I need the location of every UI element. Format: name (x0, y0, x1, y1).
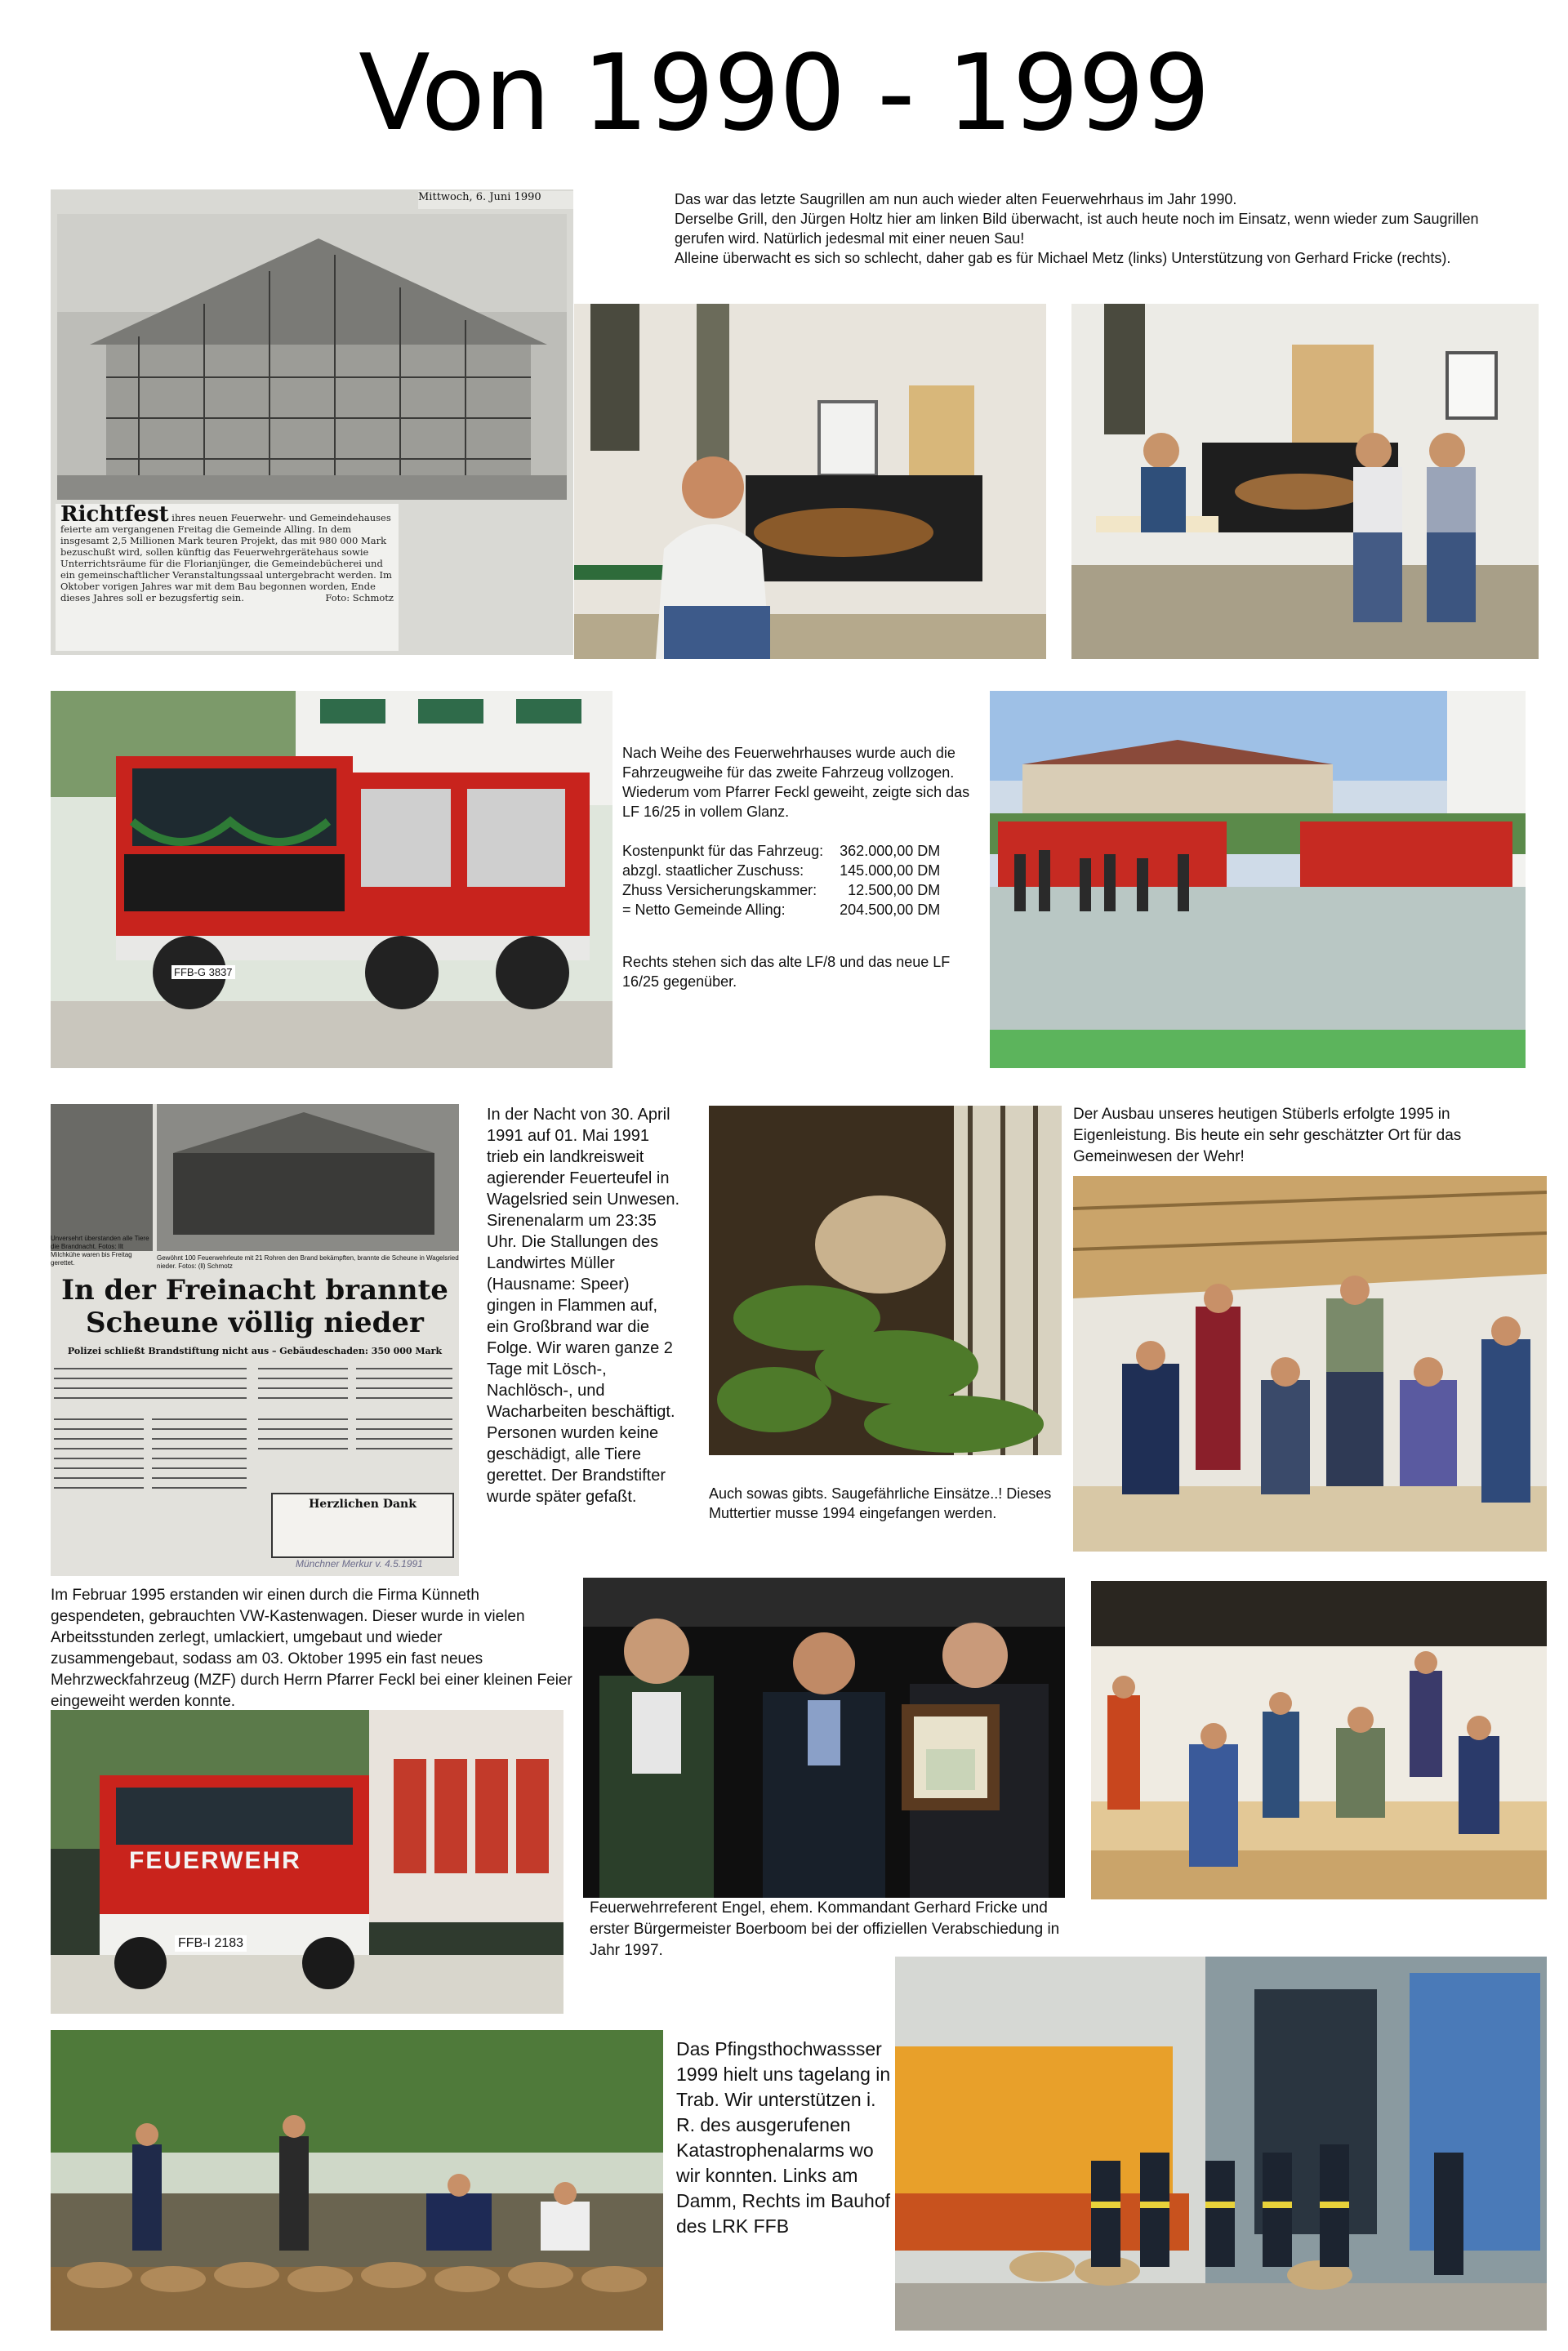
stueberl-text: Der Ausbau unseres heutigen Stüberls erfolgte 1995 in Eigenleistung. Bis heute ein sehr geschätzter Ort für das Gemeinwesen der Wehr! (1073, 1106, 1462, 1165)
cost-row (622, 880, 940, 900)
grill-text-line: Alleine überwacht es sich so schlecht, daher gab es für Michael Metz (links) Unterstützung von Gerhard Fricke (rechts). (675, 250, 1451, 266)
cost-row (622, 861, 940, 880)
clipping-credit: Foto: Schmotz (325, 592, 394, 603)
fire-report-text: In der Nacht von 30. April 1991 auf 01. Mai 1991 trieb ein landkreisweit agierender Feuerteufel in Wagelsried sein Unwesen. Sirenenalarm um 23:35 Uhr. Die Stallungen des Landwirtes Müller (Hausname: Speer) gingen in Flammen auf, ein Großbrand war die Folge. Wir waren ganze 2 Tage mit Lösch-, Nachlösch-, und Wacharbeiten beschäftigt. Personen wurden keine geschädigt, alle Tiere gerettet. Der Brandstifter wurde später gefaßt. (487, 1106, 680, 1506)
page-title: Von 1990 - 1999 (359, 33, 1209, 154)
newspaper-clipping-fire (51, 1104, 459, 1576)
flood-text: Das Pfingsthochwassser 1999 hielt uns tagelang in Trab. Wir unterstützen i. R. des ausgerufenen Katastrophenalarms wo wir konnten. Links am Damm, Rechts im Bauhof des LRK FFB (676, 2038, 891, 2237)
sow-rescue-photo (709, 1106, 1062, 1455)
cost-value: 12.500,00 DM (848, 882, 941, 898)
fire-caption-left: Unversehrt überstanden alle Tiere die Brandnacht. Fotos: Ilt Milchkühe waren bis Freitag gerettet. (51, 1235, 149, 1267)
truck-lf1625-photo (51, 691, 612, 1068)
farewell-photo (583, 1578, 1065, 1898)
fire-subline: Polizei schließt Brandstiftung nicht aus – Gebäudeschaden: 350 000 Mark (67, 1346, 443, 1356)
van-label: FEUERWEHR (129, 1847, 301, 1874)
cost-table (622, 841, 940, 919)
grill-photo-left (574, 304, 1046, 659)
stueberl-construction-photo (1073, 1176, 1547, 1552)
grill-text-line: Derselbe Grill, den Jürgen Holtz hier am linken Bild überwacht, ist auch heute noch im Einsatz, wenn wieder zum Saugrillen gerufen wird. Natürlich jedesmal mit einer neuen Sau! (675, 211, 1479, 247)
thanks-box (271, 1493, 454, 1558)
cost-row (622, 841, 940, 861)
cost-row (622, 900, 940, 919)
cost-label: Zhuss Versicherungskammer: (622, 882, 817, 898)
clipping-heading: Richtfest (60, 502, 169, 527)
clipping-body: ihres neuen Feuerwehr- und Gemeindehauses feierte am vergangenen Freitag die Gemeinde Alling. In dem insgesamt 2,5 Millionen Mark teuren Projekt, das mit 980 000 Mark bezuschußt wird, sollen künftig das Feuerwehrgerätehaus sowie Unterrichtsräume für die Florianjünger, die Gemeindebücherei und ein gemeinschaftlicher Veranstaltungssaal untergebracht werden. Im Oktober vorigen Jahres war mit dem Bau begonnen worden, Ende dieses Jahres soll er bezugsfertig sein. (60, 512, 392, 603)
grill-photo-right (1071, 304, 1539, 659)
fire-headline (51, 1274, 459, 1339)
mzf-van-photo (51, 1710, 564, 2014)
fire-photos (51, 1104, 459, 1251)
fire-caption-right: Gewöhnt 100 Feuerwehrleute mit 21 Rohren den Brand bekämpften, brannte die Scheune in Wagelsried nieder. Fotos: (ll) Schmotz (157, 1254, 459, 1270)
van-plate: FFB-I 2183 (175, 1935, 247, 1952)
cost-value: 204.500,00 DM (840, 902, 941, 918)
workshop-photo (1091, 1581, 1547, 1899)
grill-text-line: Das war das letzte Saugrillen am nun auch wieder alten Feuerwehrhaus im Jahr 1990. (675, 191, 1237, 207)
cost-label: abzgl. staatlicher Zuschuss: (622, 862, 804, 879)
cost-label: = Netto Gemeinde Alling: (622, 902, 786, 918)
cost-label: Kostenpunkt für das Fahrzeug: (622, 843, 824, 859)
grill-text (675, 189, 1499, 268)
mzf-text: Im Februar 1995 erstanden wir einen durch die Firma Künneth gespendeten, gebrauchten VW-Kastenwagen. Dieser wurde in vielen Arbeitsstunden zerlegt, umlackiert, umgebaut und wieder zusammengebaut, sodass am 03. Oktober 1995 ein fast neues Mehrzweckfahrzeug (MZF) durch Herrn Pfarrer Feckl bei einer kleinen Feier eingeweiht werden konnte. (51, 1587, 572, 1710)
flood-dam-photo (51, 2030, 663, 2331)
clipping-date: Mittwoch, 6. Juni 1990 (418, 191, 573, 209)
farewell-caption: Feuerwehrreferent Engel, ehem. Kommandant Gerhard Fricke und erster Bürgermeister Boerboom bei der offiziellen Verabschiedung in Jahr 1997. (590, 1899, 1060, 1959)
sow-rescue-text: Auch sowas gibts. Saugefährliche Einsätze..! Dieses Muttertier musse 1994 eingefangen werden. (709, 1485, 1052, 1521)
newspaper-clipping-richtfest (51, 189, 573, 655)
fire-headline-2: Scheune völlig nieder (86, 1307, 424, 1339)
vehicle-consecration-text (622, 743, 982, 991)
house-construction-photo (57, 214, 567, 500)
consecration-outro: Rechts stehen sich das alte LF/8 und das neue LF 16/25 gegenüber. (622, 954, 951, 990)
clipping-text-block (56, 504, 399, 651)
truck-plate: FFB-G 3837 (172, 965, 235, 979)
cost-value: 362.000,00 DM (840, 843, 941, 859)
handwritten-source: Münchner Merkur v. 4.5.1991 (296, 1558, 423, 1570)
thanks-title: Herzlichen Dank (309, 1498, 416, 1511)
fire-headline-1: In der Freinacht brannte (61, 1274, 448, 1307)
old-new-trucks-photo (990, 691, 1526, 1068)
flood-bauhof-photo (895, 1957, 1547, 2331)
consecration-intro: Nach Weihe des Feuerwehrhauses wurde auch die Fahrzeugweihe für das zweite Fahrzeug vollzogen. Wiederum vom Pfarrer Feckl geweiht, zeigte sich das LF 16/25 in vollem Glanz. (622, 745, 970, 820)
cost-value: 145.000,00 DM (840, 862, 941, 879)
